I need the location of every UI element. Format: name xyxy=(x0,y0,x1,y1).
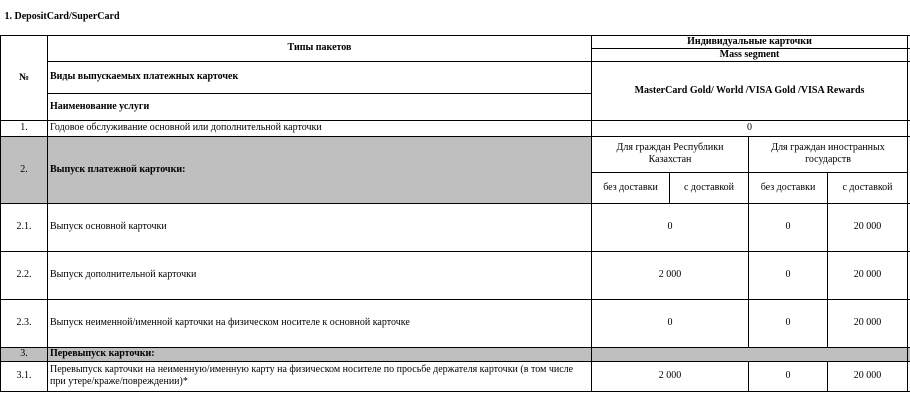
row-number: 1. xyxy=(1,120,48,136)
row-label: Выпуск платежной карточки: xyxy=(48,136,592,203)
with-delivery-header: с доставкой xyxy=(828,172,908,203)
card-types-header: Виды выпускаемых платежных карточек xyxy=(48,61,592,93)
row-number: 2. xyxy=(1,136,48,203)
row-label: Выпуск дополнительной карточки xyxy=(48,251,592,299)
mass-segment-header: Mass segment xyxy=(592,48,908,61)
foreign-with-delivery-value: 20 000 xyxy=(828,361,908,391)
service-name-header: Наименование услуги xyxy=(48,93,592,120)
kz-value: 0 xyxy=(592,203,749,251)
row-number: 2.1. xyxy=(1,203,48,251)
foreign-with-delivery-value: 20 000 xyxy=(828,299,908,347)
row-label: Выпуск основной карточки xyxy=(48,203,592,251)
row-value xyxy=(592,347,908,361)
row-number: 2.2. xyxy=(1,251,48,299)
with-delivery-header: с доставкой xyxy=(670,172,749,203)
foreign-no-delivery-value: 0 xyxy=(749,361,828,391)
section-title: 1. DepositCard/SuperCard xyxy=(1,0,910,35)
packet-types-header: Типы пакетов xyxy=(48,35,592,61)
row-number: 3.1. xyxy=(1,361,48,391)
num-header: № xyxy=(1,35,48,120)
foreign-no-delivery-value: 0 xyxy=(749,251,828,299)
foreign-no-delivery-value: 0 xyxy=(749,299,828,347)
no-delivery-header: без доставки xyxy=(592,172,670,203)
row-label: Перевыпуск карточки на неименную/именную карту на физическом носителе по просьбе держателя карточки (в том числе при утере/краже/повреждении)* xyxy=(48,361,592,391)
foreign-no-delivery-value: 0 xyxy=(749,203,828,251)
citizens-kz-header: Для граждан Республики Казахстан xyxy=(592,136,749,172)
row-value: 0 xyxy=(592,120,908,136)
row-label: Выпуск неименной/именной карточки на физическом носителе к основной карточке xyxy=(48,299,592,347)
row-label: Перевыпуск карточки: xyxy=(48,347,592,361)
row-label: Годовое обслуживание основной или дополнительной карточки xyxy=(48,120,592,136)
individual-cards-header: Индивидуальные карточки xyxy=(592,35,908,48)
card-brands-header: MasterCard Gold/ World /VISA Gold /VISA Rewards xyxy=(592,61,908,120)
row-number: 3. xyxy=(1,347,48,361)
no-delivery-header: без доставки xyxy=(749,172,828,203)
foreign-citizens-header: Для граждан иностранных государств xyxy=(749,136,908,172)
kz-value: 2 000 xyxy=(592,361,749,391)
kz-value: 2 000 xyxy=(592,251,749,299)
foreign-with-delivery-value: 20 000 xyxy=(828,203,908,251)
kz-value: 0 xyxy=(592,299,749,347)
row-number: 2.3. xyxy=(1,299,48,347)
foreign-with-delivery-value: 20 000 xyxy=(828,251,908,299)
